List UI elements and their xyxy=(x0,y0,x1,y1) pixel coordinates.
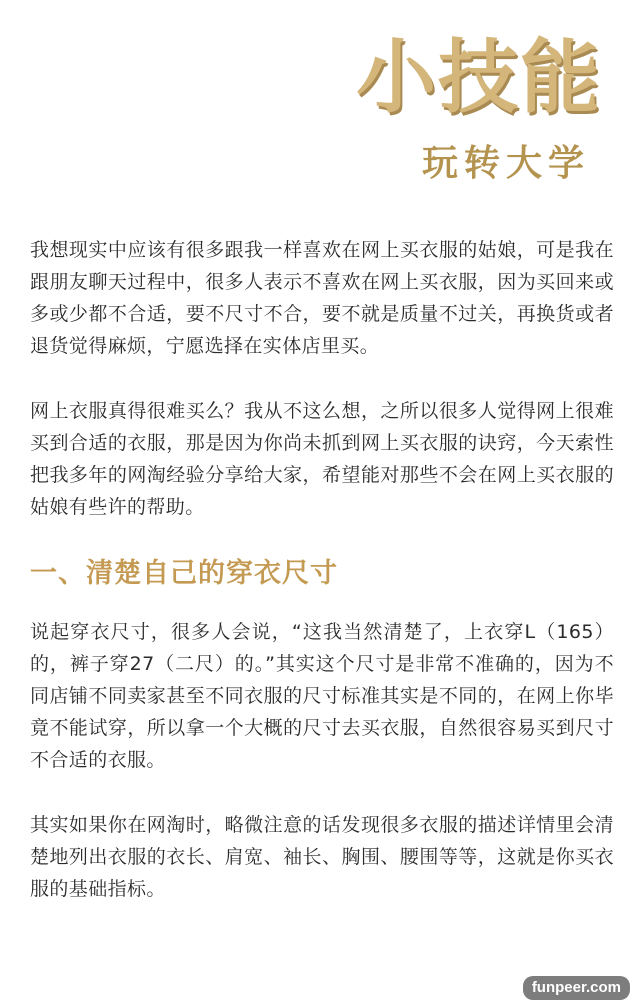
paragraph-question: 网上衣服真得很难买么？我从不这么想，之所以很多人觉得网上很难买到合适的衣服，那是因为你尚未抓到网上买衣服的诀窍，今天索性把我多年的网淘经验分享给大家，希望能对那些不会在网上买衣服的姑娘有些许的帮助。 xyxy=(30,400,614,518)
watermark-badge: funpeer.com xyxy=(523,976,630,1000)
paragraph-size-details: 其实如果你在网淘时，略微注意的话发现很多衣服的描述详情里会清楚地列出衣服的衣长、肩宽、袖长、胸围、腰围等等，这就是你买衣服的基础指标。 xyxy=(30,814,614,900)
paragraph-intro: 我想现实中应该有很多跟我一样喜欢在网上买衣服的姑娘，可是我在跟朋友聊天过程中，很多人表示不喜欢在网上买衣服，因为买回来或多或少都不合适，要不尺寸不合，要不就是质量不过关，再换货或者退货觉得麻烦，宁愿选择在实体店里买。 xyxy=(30,239,614,357)
article-body xyxy=(30,234,614,938)
paragraph-size-explanation: 说起穿衣尺寸，很多人会说，“这我当然清楚了，上衣穿L（165）的，裤子穿27（二尺）的。”其实这个尺寸是非常不准确的，因为不同店铺不同卖家甚至不同衣服的尺寸标准其实是不同的，在网上你毕竟不能试穿，所以拿一个大概的尺寸去买衣服，自然很容易买到尺寸不合适的衣服。 xyxy=(30,621,614,771)
section-heading-size: 一、清楚自己的穿衣尺寸 xyxy=(30,558,338,589)
page-subtitle: 玩转大学 xyxy=(421,143,590,184)
page-title: 小技能 xyxy=(356,31,602,124)
header-banner xyxy=(0,0,640,210)
